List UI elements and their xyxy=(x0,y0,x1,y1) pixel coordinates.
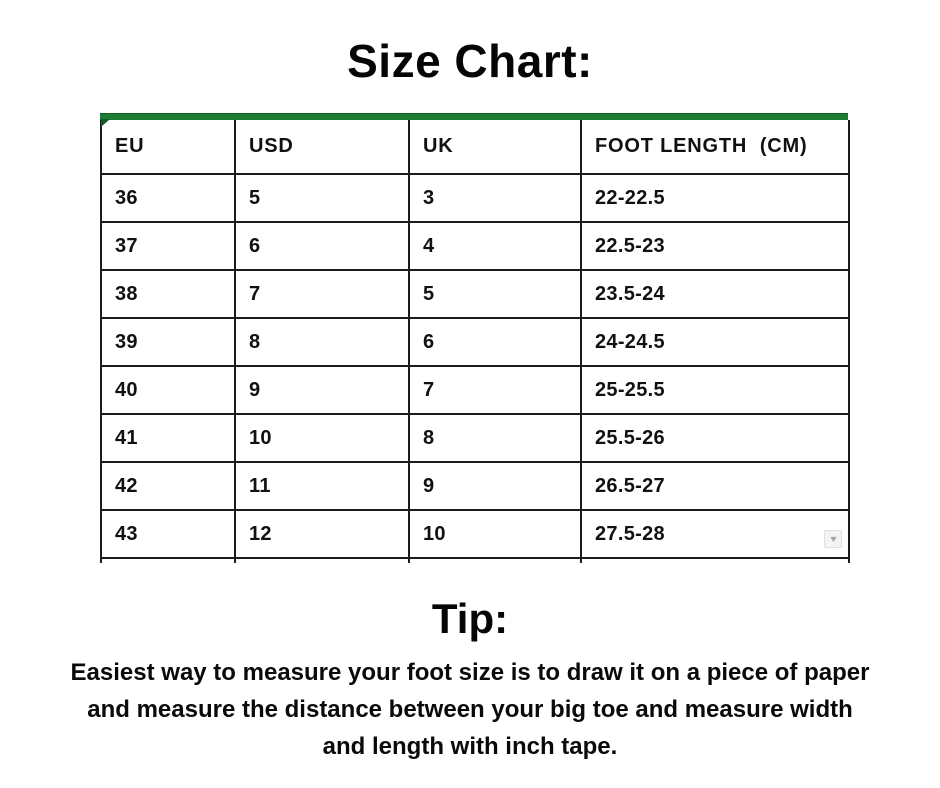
column-header-eu: EU xyxy=(101,120,235,174)
column-header-usd: USD xyxy=(235,120,409,174)
table-cell-uk: 6 xyxy=(409,318,581,366)
table-row xyxy=(101,510,849,558)
table-cell-foot-length: 27.5-28 xyxy=(581,510,849,558)
tip-heading: Tip: xyxy=(431,595,509,642)
tip-line: and length with inch tape. xyxy=(322,733,618,760)
header-row xyxy=(101,120,849,174)
table-cell-foot-length: 23.5-24 xyxy=(581,270,849,318)
table-cell-usd: 10 xyxy=(235,414,409,462)
table-cell-usd: 7 xyxy=(235,270,409,318)
table-cell-uk: 5 xyxy=(409,270,581,318)
table-cell-uk: 7 xyxy=(409,366,581,414)
table-top-accent-bar xyxy=(100,113,848,120)
table-cell-foot-length: 25-25.5 xyxy=(581,366,849,414)
page-title: Size Chart: xyxy=(347,35,593,87)
tip-line: and measure the distance between your big toe and measure width xyxy=(87,696,853,723)
table-row xyxy=(101,366,849,414)
table-cell-foot-length: 22.5-23 xyxy=(581,222,849,270)
dropdown-arrow-button[interactable] xyxy=(824,530,842,548)
table-cell-uk: 4 xyxy=(409,222,581,270)
tip-text xyxy=(0,654,940,765)
table-cell-usd: 9 xyxy=(235,366,409,414)
table-cell-eu: 36 xyxy=(101,174,235,222)
table-cell-eu: 39 xyxy=(101,318,235,366)
corner-flag-icon xyxy=(101,119,110,127)
table-cell-foot-length: 25.5-26 xyxy=(581,414,849,462)
column-header-uk: UK xyxy=(409,120,581,174)
table-cell-partial xyxy=(409,558,581,563)
table-cell-usd: 5 xyxy=(235,174,409,222)
table-cell-foot-length: 22-22.5 xyxy=(581,174,849,222)
table-cell-partial xyxy=(235,558,409,563)
size-chart-table xyxy=(100,120,850,563)
table-cell-usd: 11 xyxy=(235,462,409,510)
table-row xyxy=(101,462,849,510)
table-cell-uk: 3 xyxy=(409,174,581,222)
table-cell-eu: 41 xyxy=(101,414,235,462)
table-row xyxy=(101,270,849,318)
table-cell-foot-length: 26.5-27 xyxy=(581,462,849,510)
dropdown-arrow-icon: ▼ xyxy=(827,533,839,544)
table-cell-eu: 38 xyxy=(101,270,235,318)
table-cell-eu: 40 xyxy=(101,366,235,414)
table-cell-eu: 37 xyxy=(101,222,235,270)
table-row xyxy=(101,174,849,222)
table-cell-uk: 8 xyxy=(409,414,581,462)
table-row xyxy=(101,318,849,366)
size-table-container xyxy=(100,113,848,563)
tip-line: Easiest way to measure your foot size is to draw it on a piece of paper xyxy=(70,659,870,686)
table-cell-foot-length: 24-24.5 xyxy=(581,318,849,366)
table-row xyxy=(101,414,849,462)
table-cell-eu: 43 xyxy=(101,510,235,558)
table-cell-uk: 10 xyxy=(409,510,581,558)
column-header-foot-length: FOOT LENGTH (CM) xyxy=(581,120,849,174)
partial-cutoff-row xyxy=(101,558,849,563)
table-row xyxy=(101,222,849,270)
table-cell-partial xyxy=(581,558,849,563)
table-cell-eu: 42 xyxy=(101,462,235,510)
table-cell-usd: 8 xyxy=(235,318,409,366)
table-cell-uk: 9 xyxy=(409,462,581,510)
table-cell-usd: 6 xyxy=(235,222,409,270)
table-cell-partial xyxy=(101,558,235,563)
table-cell-usd: 12 xyxy=(235,510,409,558)
